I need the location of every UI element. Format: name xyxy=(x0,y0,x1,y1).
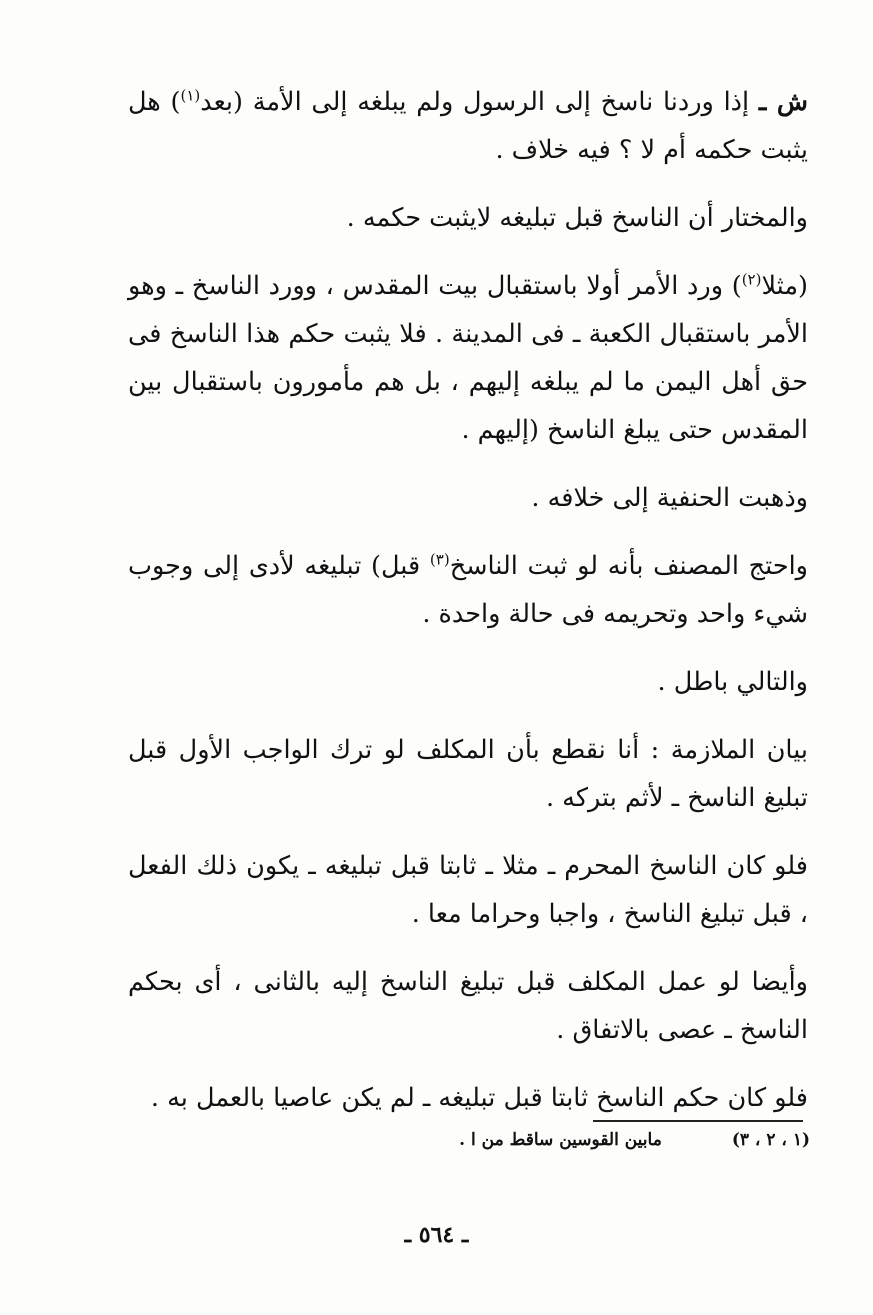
footnote-divider xyxy=(593,1120,803,1122)
paragraph-lead: ش ـ xyxy=(758,87,808,117)
paragraph xyxy=(128,958,808,1054)
paragraph-text: فلو كان حكم الناسخ ثابتا قبل تبليغه ـ لم يكن عاصيا بالعمل به . xyxy=(150,1083,808,1113)
paragraph-text: قبل) تبليغه لأدى إلى وجوب شيء واحد وتحريمه فى حالة واحدة . xyxy=(128,551,808,629)
footnote-ref: (٣) xyxy=(429,550,450,569)
paragraph xyxy=(128,726,808,822)
paragraph-text: والمختار أن الناسخ قبل تبليغه لايثبت حكمه . xyxy=(346,203,808,233)
paragraph-text: بيان الملازمة : أنا نقطع بأن المكلف لو ترك الواجب الأول قبل تبليغ الناسخ ـ لأثم بتركه . xyxy=(128,735,808,813)
paragraph-text: إذا وردنا ناسخ إلى الرسول ولم يبلغه إلى الأمة (بعد xyxy=(200,87,759,117)
main-text xyxy=(128,78,808,1142)
paragraph-text: (مثلا xyxy=(761,271,808,301)
paragraph-text: ) هل يثبت حكمه أم لا ؟ فيه خلاف . xyxy=(128,87,808,165)
paragraph xyxy=(128,194,808,242)
page-number: ـ ٥٦٤ ـ xyxy=(404,1222,469,1248)
footnote-ref: (٢) xyxy=(741,270,762,289)
paragraph xyxy=(128,474,808,522)
paragraph xyxy=(128,658,808,706)
paragraph-text: ) ورد الأمر أولا باستقبال بيت المقدس ، وورد الناسخ ـ وهو الأمر باستقبال الكعبة ـ فى المدينة . فلا يثبت حكم هذا الناسخ فى حق أهل اليمن ما لم يبلغه إليهم ، بل هم مأمورون باستقبال بين المقدس حتى يبلغ الناسخ (إليهم . xyxy=(128,271,808,445)
paragraph-text: فلو كان الناسخ المحرم ـ مثلا ـ ثابتا قبل تبليغه ـ يكون ذلك الفعل ، قبل تبليغ الناسخ ، واجبا وحراما معا . xyxy=(128,851,808,929)
paragraph-text: والتالي باطل . xyxy=(657,667,808,697)
paragraph xyxy=(128,78,808,174)
paragraph-text: وذهبت الحنفية إلى خلافه . xyxy=(531,483,808,513)
paragraph xyxy=(128,262,808,454)
footnote xyxy=(370,1130,810,1150)
paragraph-text: واحتج المصنف بأنه لو ثبت الناسخ xyxy=(449,551,808,581)
footnote-text: مابين القوسين ساقط من ا . xyxy=(459,1130,662,1150)
paragraph xyxy=(128,842,808,938)
footnote-marker: (١ ، ٢ ، ٣) xyxy=(731,1130,810,1150)
paragraph xyxy=(128,1074,808,1122)
footnote-ref: (١) xyxy=(180,86,201,105)
paragraph xyxy=(128,542,808,638)
paragraph-text: وأيضا لو عمل المكلف قبل تبليغ الناسخ إليه بالثانى ، أى بحكم الناسخ ـ عصى بالاتفاق . xyxy=(128,967,808,1045)
